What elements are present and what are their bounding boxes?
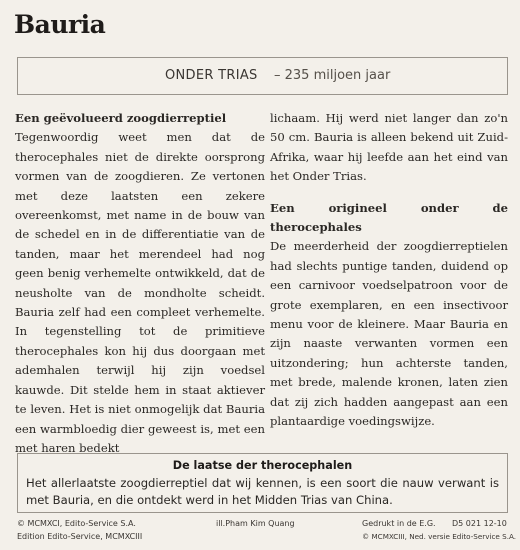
note-title: De laatse der therocephalen <box>172 459 353 472</box>
era-name: ONDER TRIAS <box>165 68 258 83</box>
era-age: – 235 miljoen jaar <box>274 68 391 83</box>
section1-heading: Een geëvolueerd zoogdierreptiel <box>15 111 227 125</box>
footer-copyright-3: © MCMXCIII, Ned. versie Edito-Service S.A. <box>362 532 517 541</box>
section2-heading: Een origineel onder de therocephales <box>270 200 508 235</box>
footer-code: D5 021 12-10 <box>452 519 507 528</box>
footer-copyright-2: Edition Edito-Service, MCMXCIII <box>17 532 143 541</box>
footer-printed: Gedrukt in de E.G. <box>362 519 436 528</box>
section1-text: Tegenwoordig weet men dat de therocephales niet de direkte oorsprong vormen van de zoogdieren. Ze vertonen met deze laatsten een zekere overeenkomst, met name in de bouw van de schedel en in de differentiatie van de tanden, maar het merendeel had nog geen benig verhemelte ontwikkeld, dat de neusholte van de mondholte scheidt. Bauria zelf had een compleet verhemelte. In tegenstelling tot de primitieve therocephales kon hij dus doorgaan met ademhalen terwijl hij zijn voedsel kauwde. Dit stelde hem in staat aktiever te leven. Het is niet onmogelijk dat Bauria een warmbloedig dier geweest is, met een met haren bedekt <box>15 130 265 455</box>
card-title: Bauria <box>14 10 106 39</box>
section1-text-continued: lichaam. Hij werd niet langer dan zo'n 50 cm. Bauria is alleen bekend uit Zuid-Afrika, waar hij leefde aan het eind van het Onder Trias. <box>270 111 508 184</box>
note-box <box>17 453 508 513</box>
footer-illustrator: ill.Pham Kim Quang <box>216 519 295 528</box>
text-column-left <box>15 109 265 458</box>
note-text: Het allerlaatste zoogdierreptiel dat wij kennen, is een soort die nauw verwant is met Bauria, en die ontdekt werd in het Midden Trias van China. <box>26 476 499 507</box>
text-column-right <box>270 109 508 432</box>
footer-copyright-1: © MCMXCI, Edito-Service S.A. <box>17 519 136 528</box>
era-box <box>17 57 508 95</box>
section2-text: De meerderheid der zoogdierreptielen had slechts puntige tanden, duidend op een carnivoor voedselpatroon voor de grote exemplaren, en een insectivoor menu voor de kleinere. Maar Bauria en zijn naaste verwanten vormen een uitzondering; hun achterste tanden, met brede, malende kronen, laten zien dat zij zich hadden aangepast aan een plantaardige voedingswijze. <box>270 239 508 429</box>
